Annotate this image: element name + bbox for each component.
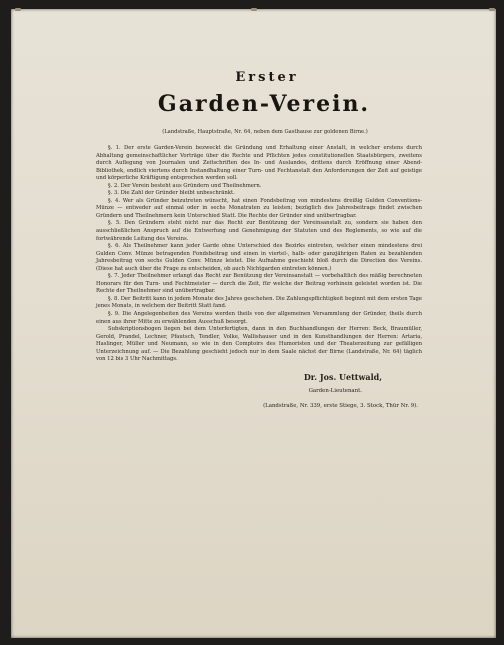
paragraph: §. 3. Die Zahl der Gründer bleibt unbeschränkt. (108, 190, 235, 197)
staple-mark (251, 8, 257, 11)
paragraph: §. 5. Den Gründern steht nicht nur das Recht zur Benützung der Vereinsanstalt zu, sondern sie haben den ausschließlichen Anspruch auf die Entwerfung und Genehmigung der Statuten und des Reglements, so wie auf die fortwährende Leitung des Vereins. (96, 220, 422, 242)
signatory-address: (Landstraße, Nr. 339, erste Stiege, 3. Stock, Thür Nr. 9). (263, 402, 418, 409)
paragraph: §. 8. Der Beitritt kann in jedem Monate des Jahres geschehen. Die Zahlungspflichtigkeit beginnt mit dem ersten Tage jenes Monats, in welchem der Beitritt Statt fand. (96, 295, 422, 310)
paragraph: §. 2. Der Verein besteht aus Gründern und Theilnehmern. (108, 182, 262, 189)
heading-subtitle: (Landstraße, Hauptstraße, Nr. 64, neben dem Gasthause zur goldenen Birne.) (162, 129, 368, 135)
staple-mark (15, 8, 21, 11)
paragraph: §. 4. Wer als Gründer beizutreten wünscht, hat einen Fondsbeitrag von mindestens dreißig Gulden Conventions-Münze — entweder auf einmal oder in sechs Monatraten zu leisten; bezüglich des Jahresbeitrags findet zwischen Gründern und Theilnehmern kein Unterschied Statt. Die Rechte der Gründer sind unübertragbar. (96, 197, 422, 219)
signatory-rank: Garden-Lieutenant. (308, 387, 362, 394)
paragraph: §. 9. Die Angelegenheiten des Vereins werden theils von der allgemeinen Versammlung der Gründer, theils durch einen aus ihrer Mitte zu erwählenden Ausschuß besorgt. (96, 311, 422, 325)
paragraph: §. 1. Der erste Garden-Verein bezweckt die Gründung und Erhaltung einer Anstalt, in welcher erstens durch Abhaltung gemeinschaftlicher Vorträge über die Rechte und Pflichten jedes constitutionellen Staatsbürgers, zweitens durch Auflegung von Journalen und Zeitschriften des In- und Auslandes, drittens durch Eröffnung einer Abend-Bibliothek, endlich viertens durch Instandhaltung einer Turn- und Fechtanstalt den Anforderungen der Zeit auf geistige und körperliche Kräftigung entsprochen werden soll. (96, 145, 422, 182)
paragraph: §. 7. Jeder Theilnehmer erlangt das Recht zur Benützung der Vereinsanstalt — vorbehaltlich des mäßig berechneten Honorars für den Turn- und Fechtmeister — durch die Zeit, für welche der Beitrag vorhinein geleistet worden ist. Die Rechte der Theilnehmer sind unübertragbar. (96, 273, 422, 295)
paragraph: Subskriptionsbogen liegen bei dem Unterfertigten, dann in den Buchhandlungen der Herren: Beck, Braumüller, Gerold, Prandel, Lechner, Pfautsch, Tendler, Volke, Wallishauser und in den Kunsthandlungen der Herren: Artaria, Haslinger, Müller und Neumann, so wie in den Comptoirs des Humoristen und der Theaterzeitung zur gefälligen Unterzeichnung auf. — Die Bezahlung geschieht jedoch nur in dem Saale nächst der Birne (Landstraße, Nr. 64) täglich von 12 bis 3 Uhr Nachmittags. (96, 326, 422, 363)
heading-line-1: Erster (235, 70, 299, 85)
signatory-name: Dr. Jos. Uettwald, (303, 371, 382, 382)
paragraph: §. 6. Als Theilnehmer kann jeder Garde ohne Unterschied des Bezirks eintreten, welcher einen mindestens drei Gulden Conv. Münze betragenden Fondsbeitrag und einen in viertel-, halb- oder ganzjährigen Raten zu bezahlenden Jahresbeitrag von sechs Gulden Conv. Münze leistet. Die Aufnahme geschieht bloß durch die Direction des Vereins. (Diese hat auch über die Frage zu entscheiden, ob auch Nichtgarden eintreten können.) (96, 243, 422, 272)
signature-block (96, 372, 422, 394)
heading-title: Garden-Verein. (157, 91, 371, 117)
staple-mark (489, 8, 495, 11)
document-body (96, 70, 422, 409)
